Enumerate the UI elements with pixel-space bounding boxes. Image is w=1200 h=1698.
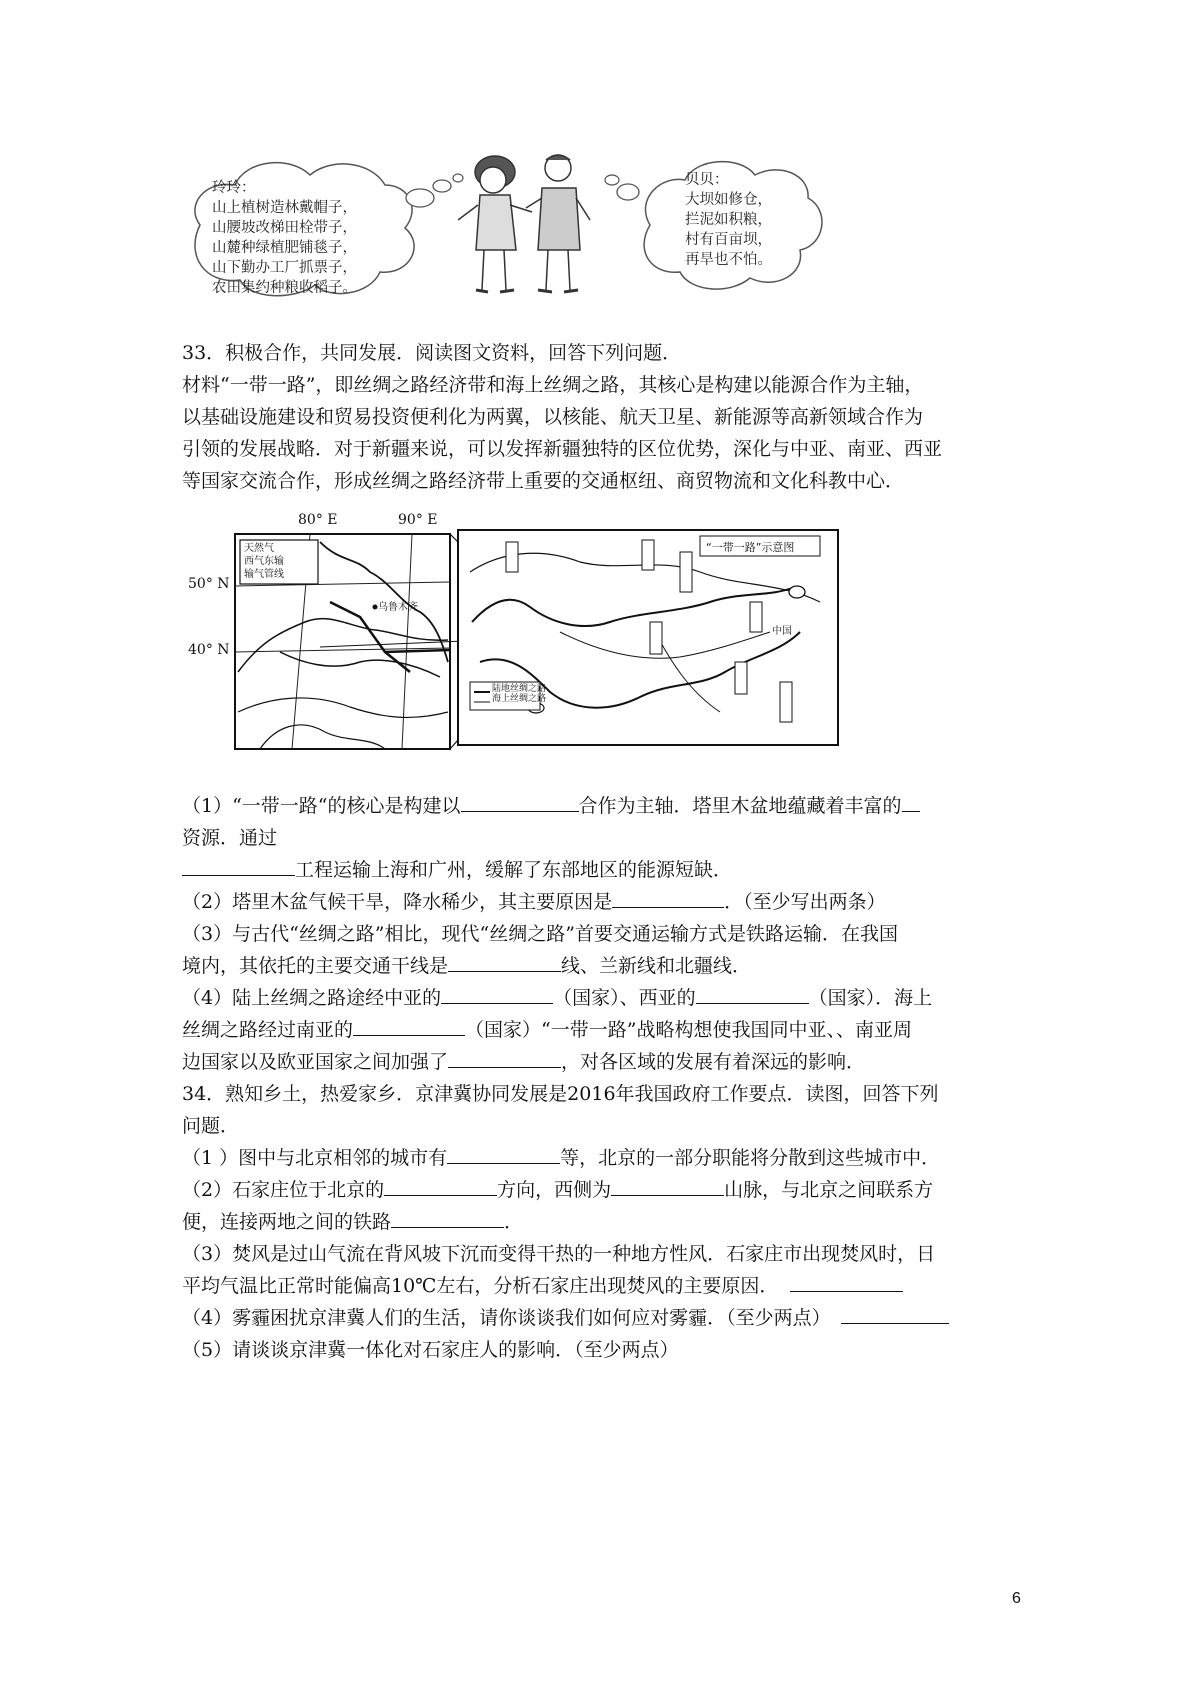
answer-blank[interactable] (790, 1273, 903, 1292)
q34-heading-cont: 问题． (182, 1115, 240, 1137)
q33-sub1 (182, 793, 920, 819)
q33-sub4-cont2 (182, 1049, 865, 1075)
q34-sub5: （5）请谈谈京津冀一体化对石家庄人的影响．（至少两点） (182, 1339, 679, 1361)
q33-sub4-text: （国家）“一带一路”战略构想使我国同中亚、、南亚周 (465, 1019, 912, 1041)
q33-sub4-cont (182, 1017, 912, 1043)
q33-sub4-text: 边国家以及欧亚国家之间加强了 (182, 1051, 449, 1073)
answer-blank[interactable] (391, 1209, 504, 1228)
legend-west-east-gas: 西气东输 (244, 556, 284, 567)
cartoon-illustration (180, 150, 870, 305)
answer-blank[interactable] (441, 985, 553, 1004)
q34-sub4 (182, 1305, 949, 1331)
q33-sub1-text: 工程运输上海和广州，缓解了东部地区的能源短缺． (295, 859, 733, 881)
map-figure (180, 512, 850, 757)
answer-blank[interactable] (384, 1177, 497, 1196)
q33-sub1-cont: 资源．通过 (182, 827, 278, 849)
bubble-line: 山上植树造林戴帽子， (212, 200, 357, 216)
bubble-line: 山麓种绿植肥铺毯子， (212, 240, 357, 256)
q34-sub4-text: （4）雾霾困扰京津冀人们的生活，请你谈谈我们如何应对雾霾．（至少两点） (182, 1307, 831, 1329)
q33-sub3: （3）与古代“丝绸之路”相比，现代“丝绸之路”首要交通运输方式是铁路运输．在我国 (182, 923, 898, 945)
q34-sub2-cont (182, 1209, 523, 1235)
right-speech-bubble (685, 170, 772, 270)
q34-sub2-text: 方向，西侧为 (497, 1179, 612, 1201)
q33-sub1-text: 合作为主轴．塔里木盆地蕴藏着丰富的 (578, 795, 902, 817)
bubble-speaker: 贝贝： (685, 172, 729, 188)
q33-sub4 (182, 985, 932, 1011)
bubble-line: 山腰坡改梯田栓带子， (212, 220, 357, 236)
bubble-line: 村有百亩坝， (685, 232, 772, 248)
bubble-line: 再旱也不怕。 (685, 252, 772, 268)
q33-sub1-text: （1）“一带一路“的核心是构建以 (182, 795, 461, 817)
map-place-china: 中国 (772, 626, 792, 637)
answer-blank[interactable] (612, 889, 724, 908)
q33-material-line: 引领的发展战略．对于新疆来说，可以发挥新疆独特的区位优势，深化与中亚、南亚、西亚 (182, 438, 943, 460)
answer-blank[interactable] (447, 1145, 560, 1164)
legend-sea-route: 海上丝绸之路 (492, 694, 547, 704)
q34-sub2 (182, 1177, 933, 1203)
legend-land-route: 陆地丝绸之路 (492, 684, 547, 694)
q33-sub3-text: 线、兰新线和北疆线． (561, 955, 752, 977)
bubble-line: 农田集约种粮收稻子。 (212, 280, 357, 296)
q34-sub2-text: ． (504, 1211, 524, 1233)
q33-material-line: 等国家交流合作，形成丝绸之路经济带上重要的交通枢纽、商贸物流和文化科教中心． (182, 470, 905, 492)
bubble-line: 大坝如修仓， (685, 192, 772, 208)
q33-material-line: 材料“一带一路”，即丝绸之路经济带和海上丝绸之路，其核心是构建以能源合作为主轴， (182, 374, 924, 396)
lon-label-80: 80° E (298, 512, 338, 528)
answer-blank[interactable] (696, 985, 809, 1004)
q33-sub4-text: 丝绸之路经过南亚的 (182, 1019, 354, 1041)
answer-blank[interactable] (611, 1177, 724, 1196)
lat-label-50: 50° N (188, 576, 230, 592)
bubble-line: 拦泥如积粮， (685, 212, 772, 228)
q33-sub4-text: （4）陆上丝绸之路途经中亚的 (182, 987, 442, 1009)
q34-sub2-text: 山脉，与北京之间联系方 (724, 1179, 934, 1201)
right-map-title: “一带一路”示意图 (706, 541, 795, 554)
q34-sub2-text: 便，连接两地之间的铁路 (182, 1211, 392, 1233)
answer-blank[interactable] (448, 953, 561, 972)
q34-heading: 34．熟知乡土，热爱家乡．京津冀协同发展是2016年我国政府工作要点．读图，回答下列 (182, 1083, 939, 1105)
lon-label-90: 90° E (398, 512, 438, 528)
q34-sub1-text: 等，北京的一部分职能将分散到这些城市中． (560, 1147, 941, 1169)
q33-sub2-text: （2）塔里木盆气候干旱，降水稀少，其主要原因是 (182, 891, 613, 913)
bubble-speaker: 玲玲： (212, 180, 256, 196)
route-legend (492, 684, 546, 704)
left-speech-bubble (212, 178, 357, 298)
q33-sub4-text: （国家）．海上 (808, 987, 933, 1009)
q34-sub3-cont (182, 1273, 903, 1299)
q33-sub2 (182, 889, 886, 915)
answer-blank[interactable] (353, 1017, 465, 1036)
q33-sub3-cont (182, 953, 751, 979)
q34-sub3-text: 平均气温比正常时能偏高10℃左右，分析石家庄出现焚风的主要原因． (182, 1275, 779, 1297)
q33-sub4-text: （国家）、西亚的 (553, 987, 696, 1009)
legend-gas-pipeline: 输气管线 (244, 569, 284, 580)
q33-sub1-cont2 (182, 857, 732, 883)
legend-natural-gas: 天然气 (244, 543, 274, 554)
q33-sub4-text: ，对各区域的发展有着深远的影响． (561, 1051, 866, 1073)
page-number: 6 (1012, 1590, 1021, 1607)
left-map-legend (244, 542, 284, 581)
q34-sub1 (182, 1145, 940, 1171)
bubble-line: 山下勤办工厂抓票子， (212, 260, 357, 276)
q33-sub3-text: 境内，其依托的主要交通干线是 (182, 955, 449, 977)
answer-blank[interactable] (448, 1049, 561, 1068)
q33-material-line: 以基础设施建设和贸易投资便利化为两翼，以核能、航天卫星、新能源等高新领域合作为 (182, 406, 924, 428)
q34-sub1-text: （1 ）图中与北京相邻的城市有 (182, 1147, 448, 1169)
map-place-urumqi: 乌鲁木齐 (378, 602, 418, 613)
q34-sub3: （3）焚风是过山气流在背风坡下沉而变得干热的一种地方性风．石家庄市出现焚风时，日 (182, 1243, 936, 1265)
q33-heading: 33．积极合作，共同发展．阅读图文资料，回答下列问题． (182, 342, 682, 364)
q33-sub2-text: ．（至少写出两条） (724, 891, 886, 913)
answer-blank[interactable] (841, 1305, 949, 1324)
answer-blank[interactable] (182, 857, 295, 876)
answer-blank[interactable] (902, 793, 920, 812)
lat-label-40: 40° N (188, 642, 230, 658)
answer-blank[interactable] (461, 793, 579, 812)
q34-sub2-text: （2）石家庄位于北京的 (182, 1179, 385, 1201)
